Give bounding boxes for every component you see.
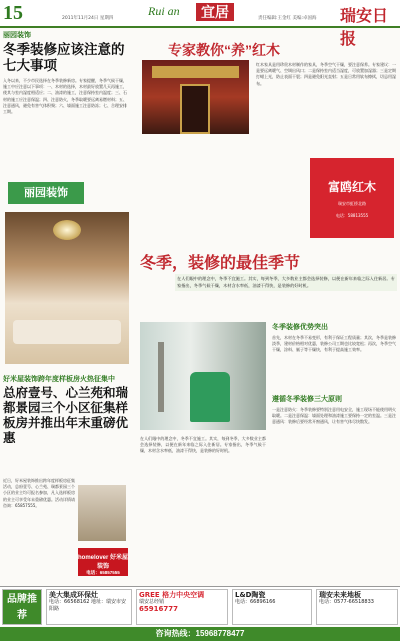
meida-stove-ad bbox=[46, 589, 132, 625]
gree-ad bbox=[136, 589, 228, 625]
future-floor-ad bbox=[316, 589, 398, 625]
left-article bbox=[3, 30, 127, 194]
redwood-store-photo bbox=[142, 60, 249, 134]
store-door-shape bbox=[180, 84, 210, 134]
chandelier-shape bbox=[53, 220, 81, 240]
liyuan-logo: 丽园装饰 bbox=[8, 182, 84, 204]
homelover-phone: 电话：65857555 bbox=[86, 570, 120, 575]
principles-continued: 在人们眼中的理念中，冬季不宜施工。其实，每到冬季，大多数业主都会选择装修，以便在新年来临之际入住新居。专家指出，冬季气候干燥，木材含水率低，油漆干得快，是装修的好时机。 bbox=[140, 436, 266, 454]
principles-subhead: 遵循冬季装修三大原则 bbox=[272, 396, 342, 403]
homelover-logo-text: homelover 好米屋装饰 bbox=[78, 555, 129, 570]
sofa-shape bbox=[13, 320, 121, 344]
fuou-ad-name: 富鸥红木 bbox=[327, 180, 376, 194]
fuou-redwood-ad bbox=[310, 158, 394, 238]
homelover-headline: 总府壹号、心兰苑和瑞都景园三个小区征集样板房并推出年末重磅优惠 bbox=[3, 386, 129, 445]
page-number: 15 bbox=[3, 2, 23, 24]
ad-strip bbox=[0, 586, 400, 626]
advantage-block bbox=[272, 322, 396, 387]
brand-recommend-label: 品牌推荐 bbox=[2, 589, 42, 625]
redwood-body: 红木家具是用珍贵木材制作的家具，冬季空气干燥，要注意保养。专家建议：一是要远离暖气、空调出风口；二是保持室内适当湿度，可放置加湿器；三是定期打蜡上光，防止表面干裂；四是避免阳光直射；五是日常用软布擦拭，切忌用湿布。 bbox=[256, 62, 396, 86]
floor-lamp-shape bbox=[158, 342, 164, 412]
store-sign-shape bbox=[152, 66, 239, 78]
homelover-room-photo bbox=[78, 485, 126, 541]
left-body: 入冬以来，不少市民选择在冬季装修新房。专家提醒，冬季气候干燥，施工中应注意以下事项：一、木材的选择，木材最好放置几天再施工，使其与室内湿度相适应；二、油漆的施工，注意保持室内温度；三、石材的施工应注意保温；四、注意防火，冬季取暖要远离易燃材料；五、注意通风，避免有害气体积聚；六、墙面施工注意防冻；七、合理安排工期。 bbox=[3, 78, 127, 115]
left-headline: 冬季装修应该注意的七大事项 bbox=[3, 42, 125, 73]
hotline-footer: 咨询热线：15968778477 bbox=[0, 627, 400, 641]
green-chair-photo bbox=[140, 322, 266, 430]
homelover-subhead: 好米屋装饰跨年度样板房火热征集中 bbox=[3, 376, 115, 383]
fuou-ad-address: 瑞安市虹桥北路 bbox=[338, 201, 366, 206]
gree-ad-phone: 65916777 bbox=[139, 605, 178, 613]
gree-ad-tagline: 瑞安总经销 bbox=[139, 599, 165, 605]
meida-ad-phone: 电话：66568162 地址：瑞安市安阳路 bbox=[49, 599, 127, 612]
living-room-photo bbox=[5, 212, 129, 364]
section-title: 宜居 bbox=[196, 3, 234, 21]
armchair-shape bbox=[190, 372, 230, 422]
redwood-headline: 专家教你“养”红木 bbox=[168, 42, 280, 58]
fuou-ad-phone: 电话：58813555 bbox=[335, 213, 369, 218]
feature-lead: 在人们眼中的理念中，冬季不宜施工。其实，每到冬季，大多数业主都会选择装修，以便在新年来临之际入住新居。专家指出，冬季气候干燥，木材含水率低，油漆干得快，是装修的好时机。 bbox=[175, 274, 397, 291]
issue-date: 2011年11月24日 星期四 bbox=[62, 16, 114, 21]
future-ad-phone: 电话：0577-66518833 bbox=[319, 599, 374, 605]
future-ad-name: 瑞安未来地板 bbox=[319, 591, 361, 599]
meida-ad-name: 美大集成环保灶 bbox=[49, 591, 98, 599]
ld-ad-phone: 电话：66896166 bbox=[235, 599, 276, 605]
homelover-logo bbox=[78, 548, 128, 576]
newspaper-name: 瑞安日报 bbox=[340, 8, 389, 48]
principles-body: 一是注意防火：冬季装修要特别注意用电安全，施工现场不能使用明火取暖。二是注意保温：墙面处理和油漆施工要保持一定的室温。三是注意通风：装修后要经常开窗通风，让有害气体尽快散发。 bbox=[272, 407, 396, 425]
homelover-body: 近日，好米屋装饰推出跨年度样板房征集活动，总府壹号、心兰苑、瑞都景园三个小区的业主均可报名参加，凡入选样板房的业主可享受年末重磅优惠。活动详情请咨询：65857555。 bbox=[3, 478, 75, 508]
feature-headline: 冬季，装修的最佳季节 bbox=[140, 255, 301, 272]
editor-line: 责任编辑:王金红 美编:卓国海 bbox=[258, 16, 317, 21]
advantage-subhead: 冬季装修优势突出 bbox=[272, 324, 328, 331]
advantage-body: 首先，木材在冬季不易变形，有利于保证工程质量；其次，冬季是装修淡季，建材价格相对优惠，装修公司工期也比较宽松；再次，冬季空气干燥，涂料、腻子等干燥快，有利于提高施工效率。 bbox=[272, 335, 396, 353]
principles-block bbox=[272, 394, 396, 479]
ld-ceramics-ad bbox=[232, 589, 312, 625]
ld-ad-name: L&D陶瓷 bbox=[235, 591, 266, 599]
section-en: Rui an bbox=[148, 4, 180, 18]
gree-ad-name: GREE 格力中央空调 bbox=[139, 591, 205, 599]
left-kicker: 丽园装饰 bbox=[3, 31, 31, 39]
homelover-article bbox=[3, 374, 129, 446]
